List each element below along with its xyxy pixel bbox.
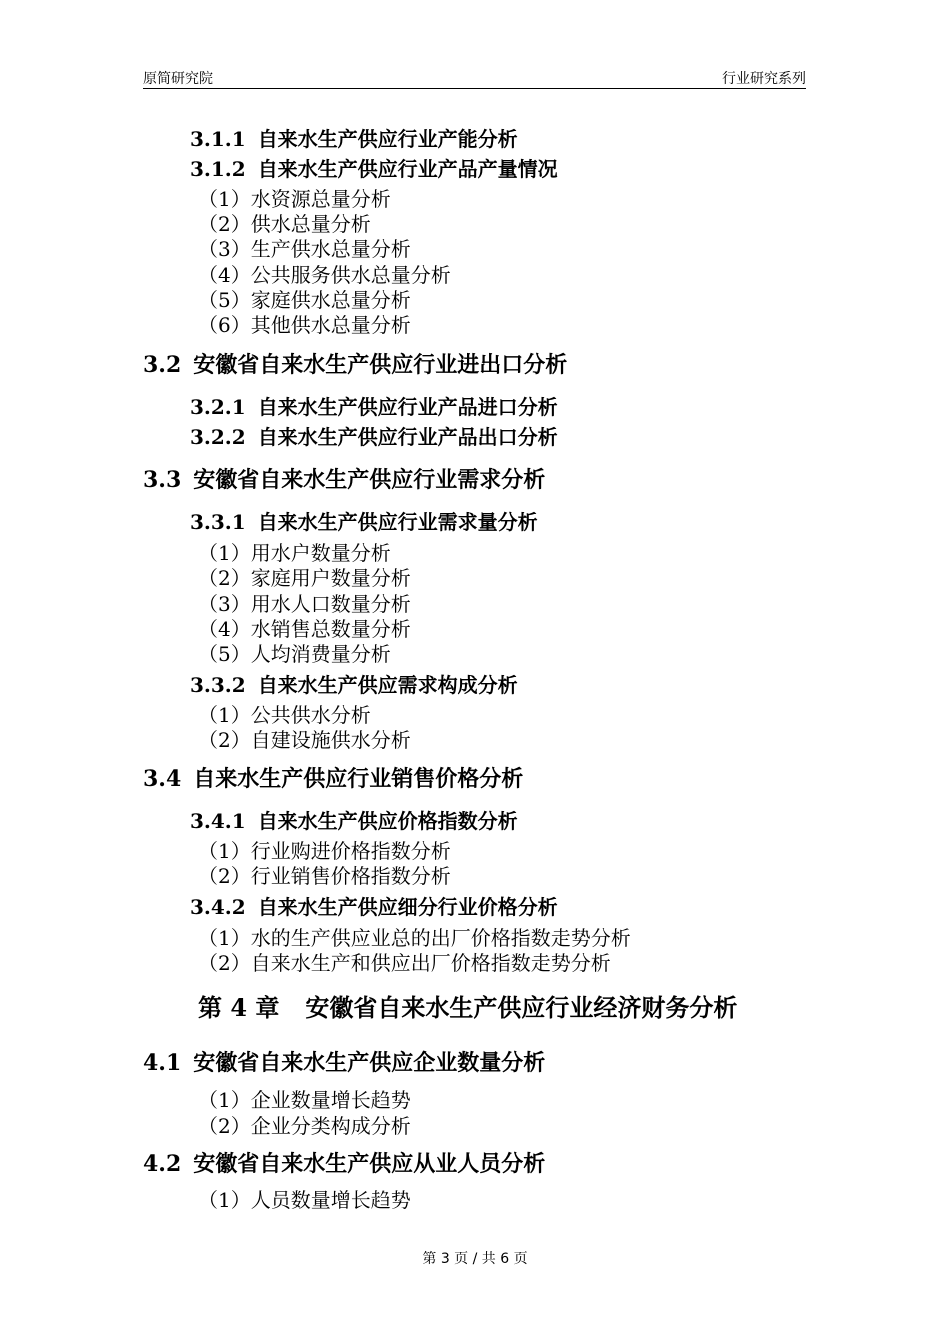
toc-item: （3）用水人口数量分析 <box>198 592 411 616</box>
toc-chapter-4 <box>198 993 738 1022</box>
toc-item: （2）家庭用户数量分析 <box>198 566 411 590</box>
toc-item: （1）企业数量增长趋势 <box>198 1088 411 1112</box>
toc-title: 自来水生产供应需求构成分析 <box>257 673 518 697</box>
toc-title: 自来水生产供应价格指数分析 <box>257 809 518 833</box>
toc-title: 自来水生产供应行业产品出口分析 <box>257 425 558 449</box>
toc-item: （1）水的生产供应业总的出厂价格指数走势分析 <box>198 926 631 950</box>
toc-item: （5）家庭供水总量分析 <box>198 288 411 312</box>
toc-number: 3.1.2 <box>190 157 246 181</box>
toc-item: （1）行业购进价格指数分析 <box>198 839 451 863</box>
toc-entry-3-4-1 <box>190 811 518 831</box>
toc-section-3-4 <box>143 768 523 790</box>
toc-section-4-1 <box>143 1052 545 1074</box>
toc-item: （3）生产供水总量分析 <box>198 237 411 261</box>
toc-title: 自来水生产供应行业销售价格分析 <box>193 766 524 792</box>
toc-section-4-2 <box>143 1153 545 1175</box>
toc-number: 3.4 <box>143 766 182 792</box>
toc-title: 自来水生产供应行业产能分析 <box>257 127 518 151</box>
toc-title: 安徽省自来水生产供应行业需求分析 <box>193 467 546 493</box>
toc-item: （2）自来水生产和供应出厂价格指数走势分析 <box>198 951 611 975</box>
toc-title: 自来水生产供应行业产品进口分析 <box>257 395 558 419</box>
toc-number: 第 4 章 <box>198 993 280 1022</box>
toc-number: 4.2 <box>143 1151 182 1177</box>
toc-item: （1）人员数量增长趋势 <box>198 1188 411 1212</box>
toc-title: 安徽省自来水生产供应企业数量分析 <box>193 1050 546 1076</box>
toc-number: 3.3.1 <box>190 510 246 534</box>
toc-entry-3-3-1 <box>190 512 538 532</box>
toc-title: 自来水生产供应行业需求量分析 <box>257 510 538 534</box>
toc-number: 3.4.1 <box>190 809 246 833</box>
toc-entry-3-1-1 <box>190 129 518 149</box>
toc-item: （2）自建设施供水分析 <box>198 728 411 752</box>
toc-item: （2）企业分类构成分析 <box>198 1114 411 1138</box>
toc-number: 3.3 <box>143 467 182 493</box>
toc-item: （2）行业销售价格指数分析 <box>198 864 451 888</box>
toc-number: 3.2.1 <box>190 395 246 419</box>
toc-entry-3-4-2 <box>190 897 558 917</box>
toc-entry-3-2-1 <box>190 397 558 417</box>
header-org-name: 原简研究院 <box>143 71 213 87</box>
toc-title: 安徽省自来水生产供应行业进出口分析 <box>193 352 568 378</box>
toc-section-3-2 <box>143 354 567 376</box>
toc-title: 安徽省自来水生产供应行业经济财务分析 <box>305 993 738 1022</box>
toc-number: 3.2 <box>143 352 182 378</box>
page-number: 第 3 页 / 共 6 页 <box>422 1251 528 1267</box>
toc-number: 3.3.2 <box>190 673 246 697</box>
toc-item: （1）水资源总量分析 <box>198 187 391 211</box>
toc-title: 自来水生产供应细分行业价格分析 <box>257 895 558 919</box>
toc-number: 3.1.1 <box>190 127 246 151</box>
toc-item: （1）公共供水分析 <box>198 703 371 727</box>
header-series-name: 行业研究系列 <box>722 71 806 87</box>
toc-section-3-3 <box>143 469 545 491</box>
toc-item: （5）人均消费量分析 <box>198 642 391 666</box>
toc-number: 3.2.2 <box>190 425 246 449</box>
toc-item: （4）水销售总数量分析 <box>198 617 411 641</box>
toc-title: 自来水生产供应行业产品产量情况 <box>257 157 558 181</box>
toc-entry-3-3-2 <box>190 675 518 695</box>
toc-entry-3-2-2 <box>190 427 558 447</box>
toc-entry-3-1-2 <box>190 159 558 179</box>
toc-number: 3.4.2 <box>190 895 246 919</box>
toc-title: 安徽省自来水生产供应从业人员分析 <box>193 1151 546 1177</box>
toc-number: 4.1 <box>143 1050 182 1076</box>
toc-item: （6）其他供水总量分析 <box>198 313 411 337</box>
toc-item: （2）供水总量分析 <box>198 212 371 236</box>
toc-item: （1）用水户数量分析 <box>198 541 391 565</box>
toc-item: （4）公共服务供水总量分析 <box>198 263 451 287</box>
page-header <box>143 66 806 89</box>
